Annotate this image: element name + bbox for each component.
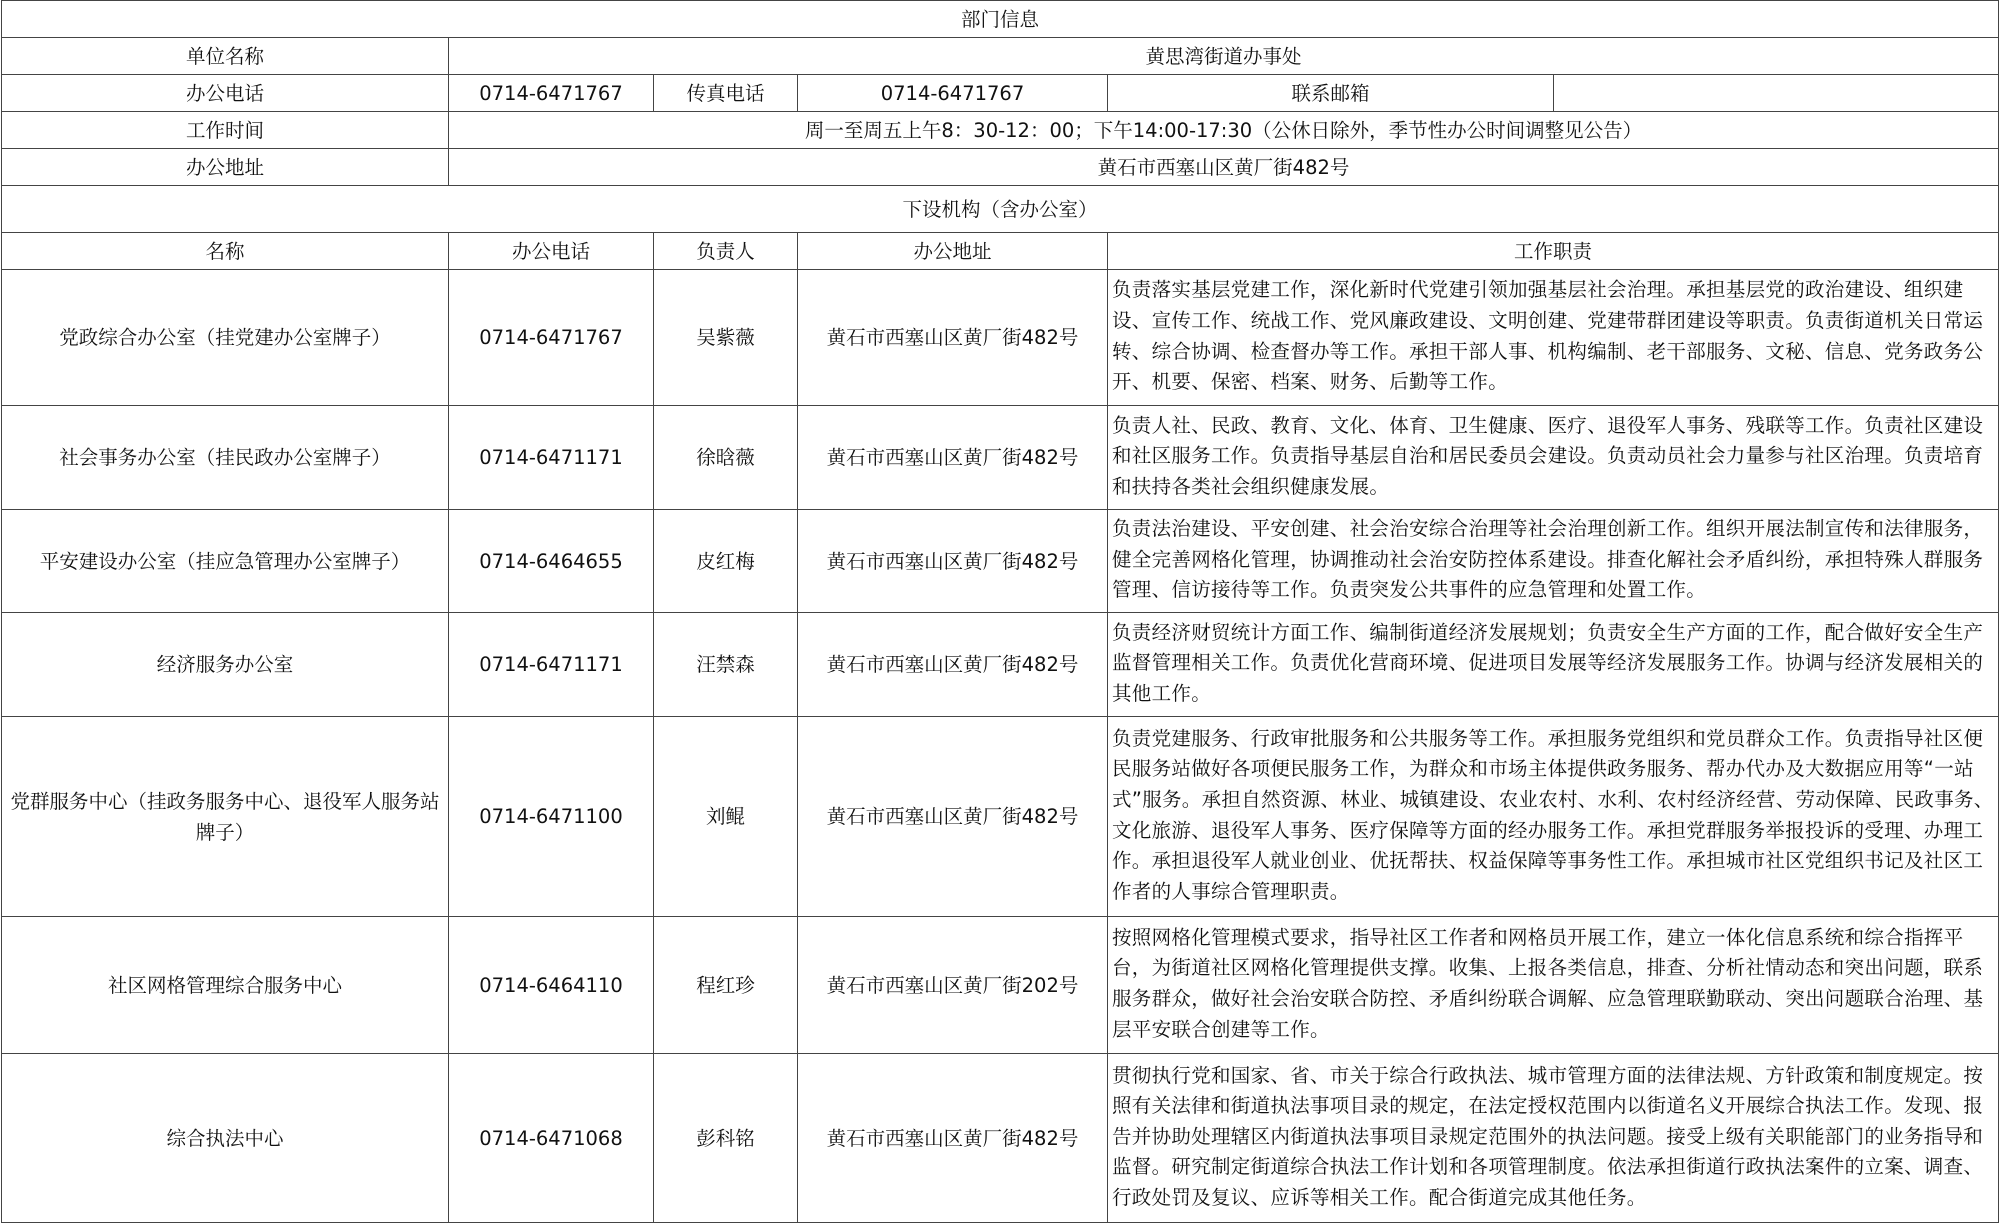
office-head: 彭科铭 xyxy=(654,1054,798,1223)
table-row xyxy=(2,917,1999,1054)
office-phone: 0714-6464655 xyxy=(449,510,654,613)
hours-label: 工作时间 xyxy=(2,112,449,149)
sub-title-row xyxy=(2,186,1999,233)
office-phone: 0714-6471068 xyxy=(449,1054,654,1223)
fax-label: 传真电话 xyxy=(654,75,798,112)
office-head: 吴紫薇 xyxy=(654,270,798,406)
office-address: 黄石市西塞山区黄厂街482号 xyxy=(798,1054,1108,1223)
office-phone: 0714-6471767 xyxy=(449,270,654,406)
office-address: 黄石市西塞山区黄厂街482号 xyxy=(798,510,1108,613)
office-name: 党政综合办公室（挂党建办公室牌子） xyxy=(2,270,449,406)
office-duty: 负责经济财贸统计方面工作、编制街道经济发展规划；负责安全生产方面的工作，配合做好安全生产监督管理相关工作。负责优化营商环境、促进项目发展等经济发展服务工作。协调与经济发展相关的其他工作。 xyxy=(1108,613,1999,717)
office-name: 经济服务办公室 xyxy=(2,613,449,717)
office-duty: 贯彻执行党和国家、省、市关于综合行政执法、城市管理方面的法律法规、方针政策和制度规定。按照有关法律和街道执法事项目录的规定，在法定授权范围内以街道名义开展综合执法工作。发现、报告并协助处理辖区内街道执法事项目录规定范围外的执法问题。接受上级有关职能部门的业务指导和监督。研究制定街道综合执法工作计划和各项管理制度。依法承担街道行政执法案件的立案、调查、行政处罚及复议、应诉等相关工作。配合街道完成其他任务。 xyxy=(1108,1054,1999,1223)
unit-label: 单位名称 xyxy=(2,38,449,75)
table-row xyxy=(2,510,1999,613)
office-name: 党群服务中心（挂政务服务中心、退役军人服务站牌子） xyxy=(2,717,449,917)
column-header-phone: 办公电话 xyxy=(449,233,654,270)
fax-value: 0714-6471767 xyxy=(798,75,1108,112)
column-header-row xyxy=(2,233,1999,270)
office-address: 黄石市西塞山区黄厂街482号 xyxy=(798,406,1108,510)
phone-label: 办公电话 xyxy=(2,75,449,112)
office-head: 程红珍 xyxy=(654,917,798,1054)
table-row xyxy=(2,613,1999,717)
office-head: 徐晗薇 xyxy=(654,406,798,510)
office-duty: 负责落实基层党建工作，深化新时代党建引领加强基层社会治理。承担基层党的政治建设、组织建设、宣传工作、统战工作、党风廉政建设、文明创建、党建带群团建设等职责。负责街道机关日常运转、综合协调、检查督办等工作。承担干部人事、机构编制、老干部服务、文秘、信息、党务政务公开、机要、保密、档案、财务、后勤等工作。 xyxy=(1108,270,1999,406)
office-head: 皮红梅 xyxy=(654,510,798,613)
office-address: 黄石市西塞山区黄厂街482号 xyxy=(798,270,1108,406)
email-value xyxy=(1554,75,1999,112)
office-name: 社区网格管理综合服务中心 xyxy=(2,917,449,1054)
office-address: 黄石市西塞山区黄厂街482号 xyxy=(798,613,1108,717)
hours-row xyxy=(2,112,1999,149)
unit-value: 黄思湾街道办事处 xyxy=(449,38,1999,75)
sub-section-title: 下设机构（含办公室） xyxy=(2,186,1999,233)
table-row xyxy=(2,270,1999,406)
table-row xyxy=(2,1054,1999,1223)
office-duty: 负责党建服务、行政审批服务和公共服务等工作。承担服务党组织和党员群众工作。负责指导社区便民服务站做好各项便民服务工作，为群众和市场主体提供政务服务、帮办代办及大数据应用等“一站式”服务。承担自然资源、林业、城镇建设、农业农村、水利、农村经济经营、劳动保障、民政事务、文化旅游、退役军人事务、医疗保障等方面的经办服务工作。承担党群服务举报投诉的受理、办理工作。承担退役军人就业创业、优抚帮扶、权益保障等事务性工作。承担城市社区党组织书记及社区工作者的人事综合管理职责。 xyxy=(1108,717,1999,917)
column-header-head: 负责人 xyxy=(654,233,798,270)
unit-row xyxy=(2,38,1999,75)
office-head: 汪禁森 xyxy=(654,613,798,717)
office-duty: 按照网格化管理模式要求，指导社区工作者和网格员开展工作，建立一体化信息系统和综合指挥平台，为街道社区网格化管理提供支撑。收集、上报各类信息，排查、分析社情动态和突出问题，联系服务群众，做好社会治安联合防控、矛盾纠纷联合调解、应急管理联勤联动、突出问题联合治理、基层平安联合创建等工作。 xyxy=(1108,917,1999,1054)
office-phone: 0714-6471100 xyxy=(449,717,654,917)
address-value: 黄石市西塞山区黄厂街482号 xyxy=(449,149,1999,186)
email-label: 联系邮箱 xyxy=(1108,75,1554,112)
contact-row xyxy=(2,75,1999,112)
office-address: 黄石市西塞山区黄厂街202号 xyxy=(798,917,1108,1054)
column-header-name: 名称 xyxy=(2,233,449,270)
table-row xyxy=(2,717,1999,917)
column-header-address: 办公地址 xyxy=(798,233,1108,270)
office-duty: 负责人社、民政、教育、文化、体育、卫生健康、医疗、退役军人事务、残联等工作。负责社区建设和社区服务工作。负责指导基层自治和居民委员会建设。负责动员社会力量参与社区治理。负责培育和扶持各类社会组织健康发展。 xyxy=(1108,406,1999,510)
title-row xyxy=(2,1,1999,38)
office-head: 刘鲲 xyxy=(654,717,798,917)
page-title: 部门信息 xyxy=(2,1,1999,38)
office-phone: 0714-6471171 xyxy=(449,613,654,717)
address-label: 办公地址 xyxy=(2,149,449,186)
office-name: 社会事务办公室（挂民政办公室牌子） xyxy=(2,406,449,510)
office-name: 平安建设办公室（挂应急管理办公室牌子） xyxy=(2,510,449,613)
department-info-table xyxy=(1,0,1999,1223)
office-name: 综合执法中心 xyxy=(2,1054,449,1223)
office-phone: 0714-6471171 xyxy=(449,406,654,510)
office-duty: 负责法治建设、平安创建、社会治安综合治理等社会治理创新工作。组织开展法制宣传和法律服务，健全完善网格化管理，协调推动社会治安防控体系建设。排查化解社会矛盾纠纷，承担特殊人群服务管理、信访接待等工作。负责突发公共事件的应急管理和处置工作。 xyxy=(1108,510,1999,613)
phone-value: 0714-6471767 xyxy=(449,75,654,112)
column-header-duty: 工作职责 xyxy=(1108,233,1999,270)
address-row xyxy=(2,149,1999,186)
hours-value: 周一至周五上午8：30-12：00；下午14:00-17:30（公休日除外，季节性办公时间调整见公告） xyxy=(449,112,1999,149)
table-row xyxy=(2,406,1999,510)
office-address: 黄石市西塞山区黄厂街482号 xyxy=(798,717,1108,917)
office-phone: 0714-6464110 xyxy=(449,917,654,1054)
